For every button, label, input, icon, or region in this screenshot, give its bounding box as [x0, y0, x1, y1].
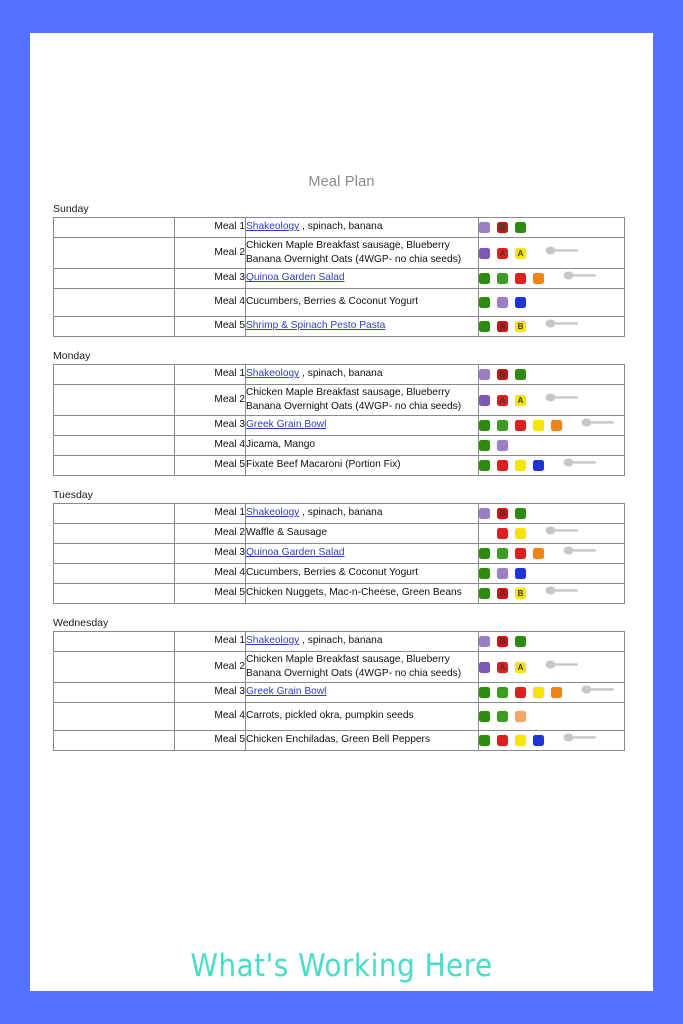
table-row — [54, 416, 625, 436]
recipe-link[interactable]: Shrimp & Spinach Pesto Pasta — [246, 320, 386, 332]
portion-container-red — [497, 735, 508, 746]
container-list — [479, 632, 624, 651]
container-cell — [479, 456, 625, 476]
table-row — [54, 269, 625, 289]
container-cell — [479, 632, 625, 652]
teaspoon-icon — [581, 418, 615, 432]
table-row — [54, 703, 625, 731]
teaspoon-icon — [545, 660, 579, 674]
day-block — [30, 489, 653, 604]
container-cell — [479, 731, 625, 751]
portion-container-orange — [533, 548, 544, 559]
container-cell — [479, 269, 625, 289]
meal-description — [246, 652, 479, 683]
portion-container-yellow — [515, 528, 526, 539]
portion-container-dgreen — [479, 297, 490, 308]
portion-container-dgreen — [515, 369, 526, 380]
table-row — [54, 436, 625, 456]
container-list — [479, 544, 624, 563]
spacer-cell — [54, 683, 175, 703]
container-cell — [479, 524, 625, 544]
container-cell — [479, 289, 625, 317]
spacer-cell — [54, 652, 175, 683]
meal-text: Cucumbers, Berries & Coconut Yogurt — [246, 296, 419, 308]
portion-container-dgreen — [515, 222, 526, 233]
container-list — [479, 385, 624, 415]
portion-container-yellow — [533, 420, 544, 431]
meal-description — [246, 703, 479, 731]
meal-label: Meal 5 — [175, 584, 246, 604]
portion-container-green — [497, 548, 508, 559]
container-cell — [479, 436, 625, 456]
container-list — [479, 731, 624, 750]
portion-container-dgreen — [479, 687, 490, 698]
portion-container-red: A — [497, 662, 508, 673]
meal-label: Meal 5 — [175, 317, 246, 337]
meal-table — [53, 631, 625, 751]
portion-container-yellow: B — [515, 321, 526, 332]
day-label: Monday — [53, 350, 91, 362]
spacer-cell — [54, 544, 175, 564]
meal-label: Meal 2 — [175, 385, 246, 416]
footer-brand: What's Working Here — [190, 948, 493, 984]
container-cell — [479, 385, 625, 416]
meal-description — [246, 456, 479, 476]
table-row — [54, 218, 625, 238]
meal-description — [246, 269, 479, 289]
meal-text: Jicama, Mango — [246, 439, 316, 451]
spacer-cell — [54, 317, 175, 337]
portion-container-dred: B — [497, 222, 508, 233]
container-list — [479, 703, 624, 730]
spacer-cell — [54, 524, 175, 544]
portion-container-yellow — [533, 687, 544, 698]
meal-description — [246, 524, 479, 544]
meal-description — [246, 317, 479, 337]
container-cell — [479, 584, 625, 604]
container-list — [479, 652, 624, 682]
recipe-link[interactable]: Quinoa Garden Salad — [246, 547, 345, 559]
meal-label: Meal 3 — [175, 416, 246, 436]
recipe-link[interactable]: Shakeology — [246, 368, 300, 380]
portion-container-blue — [515, 297, 526, 308]
meal-description — [246, 238, 479, 269]
table-row — [54, 584, 625, 604]
recipe-link[interactable]: Shakeology — [246, 507, 300, 519]
portion-container-green — [497, 273, 508, 284]
day-block — [30, 617, 653, 751]
portion-container-dgreen — [479, 273, 490, 284]
document-page — [30, 33, 653, 991]
container-cell — [479, 544, 625, 564]
meal-description — [246, 564, 479, 584]
portion-container-dred: B — [497, 369, 508, 380]
table-row — [54, 365, 625, 385]
table-row — [54, 652, 625, 683]
meal-description — [246, 584, 479, 604]
table-row — [54, 683, 625, 703]
spacer-cell — [54, 385, 175, 416]
meal-label: Meal 1 — [175, 365, 246, 385]
portion-container-dgreen — [479, 321, 490, 332]
table-row — [54, 456, 625, 476]
container-list — [479, 317, 624, 336]
meal-label: Meal 4 — [175, 436, 246, 456]
portion-container-yellow: A — [515, 248, 526, 259]
portion-container-red — [515, 548, 526, 559]
recipe-link[interactable]: Shakeology — [246, 635, 300, 647]
portion-container-lpurple — [479, 508, 490, 519]
meal-label: Meal 4 — [175, 703, 246, 731]
meal-description — [246, 544, 479, 564]
meal-label: Meal 4 — [175, 289, 246, 317]
portion-container-lpurple — [479, 636, 490, 647]
spacer-cell — [54, 564, 175, 584]
day-label: Sunday — [53, 203, 89, 215]
meal-description — [246, 504, 479, 524]
portion-container-blue — [515, 568, 526, 579]
portion-container-red — [497, 528, 508, 539]
portion-container-yellow — [515, 460, 526, 471]
teaspoon-icon — [563, 546, 597, 560]
meal-text: Fixate Beef Macaroni (Portion Fix) — [246, 459, 401, 471]
container-cell — [479, 652, 625, 683]
container-list — [479, 584, 624, 603]
meal-description — [246, 436, 479, 456]
teaspoon-icon — [545, 393, 579, 407]
portion-container-red: A — [497, 248, 508, 259]
container-list — [479, 456, 624, 475]
container-list — [479, 436, 624, 455]
portion-container-dred: A — [497, 588, 508, 599]
table-row — [54, 544, 625, 564]
portion-container-purple — [479, 395, 490, 406]
container-spacer — [479, 528, 490, 539]
meal-description — [246, 289, 479, 317]
meal-label: Meal 1 — [175, 504, 246, 524]
meal-description — [246, 218, 479, 238]
teaspoon-icon — [545, 319, 579, 333]
teaspoon-icon — [581, 685, 615, 699]
portion-container-dgreen — [479, 440, 490, 451]
spacer-cell — [54, 456, 175, 476]
portion-container-orange — [551, 687, 562, 698]
recipe-link[interactable]: Greek Grain Bowl — [246, 419, 327, 431]
portion-container-dgreen — [479, 420, 490, 431]
day-label: Wednesday — [53, 617, 109, 629]
day-block — [30, 203, 653, 337]
spacer-cell — [54, 238, 175, 269]
portion-container-lpurple — [497, 297, 508, 308]
portion-container-green — [497, 711, 508, 722]
portion-container-red — [515, 687, 526, 698]
portion-container-dgreen — [515, 508, 526, 519]
meal-description — [246, 683, 479, 703]
teaspoon-icon — [563, 733, 597, 747]
meal-label: Meal 1 — [175, 218, 246, 238]
meal-label: Meal 3 — [175, 683, 246, 703]
container-list — [479, 289, 624, 316]
portion-container-lpurple — [497, 568, 508, 579]
container-list — [479, 238, 624, 268]
meal-text: Waffle & Sausage — [246, 527, 327, 539]
meal-text: Chicken Nuggets, Mac-n-Cheese, Green Beans — [246, 587, 462, 599]
portion-container-lpurple — [479, 369, 490, 380]
portion-container-red: A — [497, 395, 508, 406]
portion-container-yellow — [515, 735, 526, 746]
meal-text: , spinach, banana — [299, 635, 383, 647]
container-list — [479, 683, 624, 702]
portion-container-red — [515, 420, 526, 431]
portion-container-red — [515, 273, 526, 284]
spacer-cell — [54, 365, 175, 385]
portion-container-dred: B — [497, 636, 508, 647]
meal-text: Chicken Maple Breakfast sausage, Blueberry Banana Overnight Oats (4WGP- no chia seeds) — [246, 239, 462, 265]
table-row — [54, 504, 625, 524]
meal-label: Meal 3 — [175, 269, 246, 289]
container-list — [479, 524, 624, 543]
meal-text: , spinach, banana — [299, 507, 383, 519]
meal-table — [53, 217, 625, 337]
recipe-link[interactable]: Quinoa Garden Salad — [246, 272, 345, 284]
portion-container-blue — [533, 460, 544, 471]
meal-description — [246, 731, 479, 751]
spacer-cell — [54, 218, 175, 238]
table-row — [54, 289, 625, 317]
meal-description — [246, 416, 479, 436]
day-block — [30, 350, 653, 476]
meal-text: Chicken Maple Breakfast sausage, Blueberry Banana Overnight Oats (4WGP- no chia seeds) — [246, 386, 462, 412]
teaspoon-icon — [545, 246, 579, 260]
spacer-cell — [54, 703, 175, 731]
portion-container-dgreen — [479, 460, 490, 471]
meal-label: Meal 2 — [175, 652, 246, 683]
spacer-cell — [54, 584, 175, 604]
meal-label: Meal 4 — [175, 564, 246, 584]
spacer-cell — [54, 269, 175, 289]
meal-label: Meal 2 — [175, 238, 246, 269]
portion-container-blue — [533, 735, 544, 746]
container-list — [479, 564, 624, 583]
day-label: Tuesday — [53, 489, 93, 501]
meal-label: Meal 5 — [175, 731, 246, 751]
meal-label: Meal 2 — [175, 524, 246, 544]
meal-text: Chicken Maple Breakfast sausage, Blueberry Banana Overnight Oats (4WGP- no chia seeds) — [246, 653, 462, 679]
meal-text: , spinach, banana — [299, 221, 383, 233]
portion-container-lpurple — [479, 222, 490, 233]
spacer-cell — [54, 416, 175, 436]
container-list — [479, 218, 624, 237]
container-list — [479, 416, 624, 435]
portion-container-dgreen — [479, 711, 490, 722]
container-cell — [479, 416, 625, 436]
container-cell — [479, 683, 625, 703]
portion-container-orange — [533, 273, 544, 284]
meal-label: Meal 5 — [175, 456, 246, 476]
container-cell — [479, 238, 625, 269]
portion-container-yellow: A — [515, 662, 526, 673]
teaspoon-icon — [563, 271, 597, 285]
portion-container-dgreen — [479, 588, 490, 599]
recipe-link[interactable]: Shakeology — [246, 221, 300, 233]
meal-plan-days — [30, 203, 653, 751]
spacer-cell — [54, 436, 175, 456]
table-row — [54, 632, 625, 652]
portion-container-yellow: A — [515, 395, 526, 406]
container-list — [479, 269, 624, 288]
meal-description — [246, 632, 479, 652]
page-title: Meal Plan — [308, 174, 375, 190]
meal-text: Chicken Enchiladas, Green Bell Peppers — [246, 734, 431, 746]
meal-description — [246, 365, 479, 385]
meal-description — [246, 385, 479, 416]
portion-container-dred: A — [497, 321, 508, 332]
table-row — [54, 385, 625, 416]
table-row — [54, 238, 625, 269]
portion-container-dred: B — [497, 508, 508, 519]
portion-container-orange — [551, 420, 562, 431]
portion-container-red — [497, 460, 508, 471]
meal-table — [53, 364, 625, 476]
teaspoon-icon — [545, 586, 579, 600]
meal-table — [53, 503, 625, 604]
recipe-link[interactable]: Greek Grain Bowl — [246, 686, 327, 698]
teaspoon-icon — [563, 458, 597, 472]
portion-container-dgreen — [515, 636, 526, 647]
table-row — [54, 564, 625, 584]
portion-container-lpurple — [497, 440, 508, 451]
table-row — [54, 731, 625, 751]
portion-container-green — [497, 420, 508, 431]
portion-container-peach — [515, 711, 526, 722]
portion-container-dgreen — [479, 568, 490, 579]
container-list — [479, 365, 624, 384]
container-cell — [479, 317, 625, 337]
portion-container-purple — [479, 662, 490, 673]
container-cell — [479, 365, 625, 385]
teaspoon-icon — [545, 526, 579, 540]
table-row — [54, 317, 625, 337]
container-cell — [479, 564, 625, 584]
portion-container-green — [497, 687, 508, 698]
spacer-cell — [54, 289, 175, 317]
container-cell — [479, 703, 625, 731]
meal-text: , spinach, banana — [299, 368, 383, 380]
container-list — [479, 504, 624, 523]
spacer-cell — [54, 504, 175, 524]
container-cell — [479, 218, 625, 238]
portion-container-dgreen — [479, 735, 490, 746]
portion-container-purple — [479, 248, 490, 259]
container-cell — [479, 504, 625, 524]
meal-text: Carrots, pickled okra, pumpkin seeds — [246, 710, 414, 722]
meal-label: Meal 1 — [175, 632, 246, 652]
portion-container-yellow: B — [515, 588, 526, 599]
spacer-cell — [54, 632, 175, 652]
portion-container-dgreen — [479, 548, 490, 559]
meal-label: Meal 3 — [175, 544, 246, 564]
table-row — [54, 524, 625, 544]
spacer-cell — [54, 731, 175, 751]
meal-text: Cucumbers, Berries & Coconut Yogurt — [246, 567, 419, 579]
